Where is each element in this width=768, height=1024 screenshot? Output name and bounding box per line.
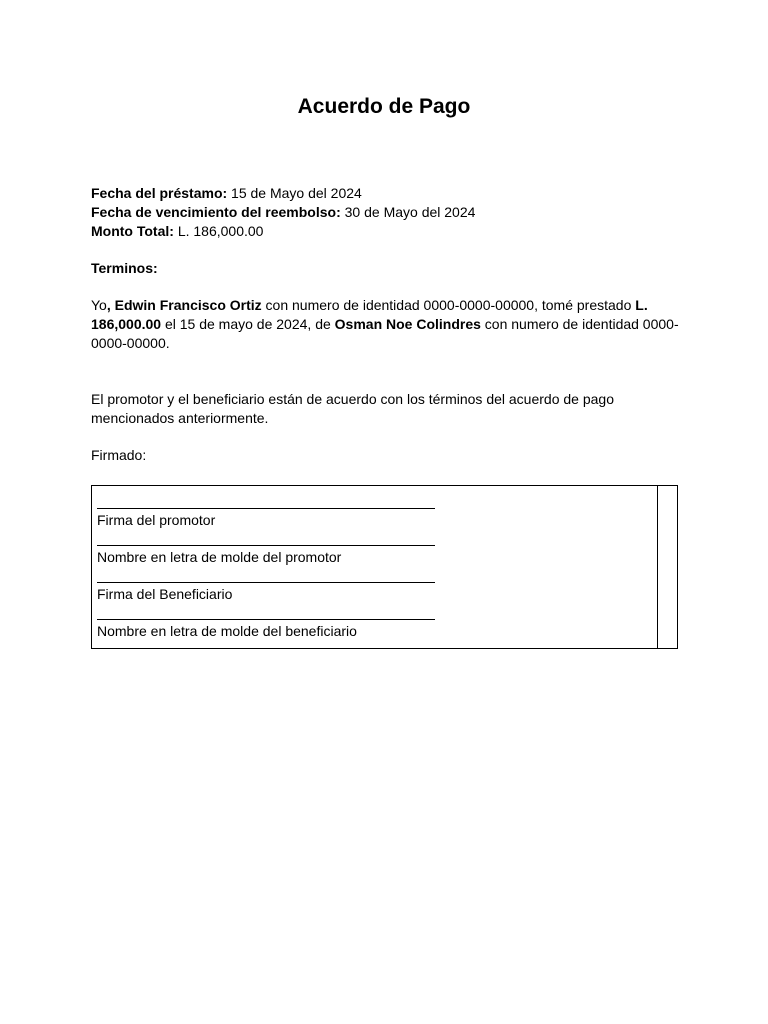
borrower-name: , Edwin Francisco Ortiz: [106, 297, 262, 313]
loan-details: [91, 184, 681, 241]
terms-text-2: con numero de identidad 0000-0000-00000, tomé prestado: [261, 297, 636, 313]
terms-text-3: el 15 de mayo de 2024, de: [161, 316, 335, 332]
terms-paragraph: [91, 296, 681, 353]
total-amount-value: L. 186,000.00: [173, 223, 264, 239]
beneficiary-signature-line: [97, 582, 435, 583]
table-column-divider: [657, 486, 658, 648]
due-date-row: [91, 203, 681, 222]
loan-date-label: Fecha del préstamo:: [91, 185, 228, 201]
loan-amount: L. 186,000.00: [91, 297, 648, 332]
promoter-name-label: Nombre en letra de molde del promotor: [97, 549, 342, 565]
promoter-signature-label: Firma del promotor: [97, 512, 216, 528]
beneficiary-name-line: [97, 619, 435, 620]
total-amount-row: [91, 222, 681, 241]
signed-label: Firmado:: [91, 447, 147, 463]
loan-date-row: [91, 184, 681, 203]
terms-text-4: con numero de identidad 0000-0000-00000.: [91, 316, 679, 351]
terms-text-1: Yo: [91, 297, 107, 313]
loan-date-value: 15 de Mayo del 2024: [227, 185, 362, 201]
document-title: Acuerdo de Pago: [297, 95, 471, 118]
signature-table: [91, 485, 678, 649]
total-amount-label: Monto Total:: [91, 223, 174, 239]
due-date-label: Fecha de vencimiento del reembolso:: [91, 204, 341, 220]
beneficiary-name-label: Nombre en letra de molde del beneficiario: [97, 623, 357, 639]
lender-name: Osman Noe Colindres: [334, 316, 481, 332]
terms-heading: Terminos:: [91, 260, 158, 276]
promoter-signature-line: [97, 508, 435, 509]
due-date-value: 30 de Mayo del 2024: [340, 204, 476, 220]
agreement-paragraph: El promotor y el beneficiario están de acuerdo con los términos del acuerdo de pago mencionados anteriormente.: [91, 391, 614, 426]
beneficiary-signature-label: Firma del Beneficiario: [97, 586, 233, 602]
promoter-name-line: [97, 545, 435, 546]
